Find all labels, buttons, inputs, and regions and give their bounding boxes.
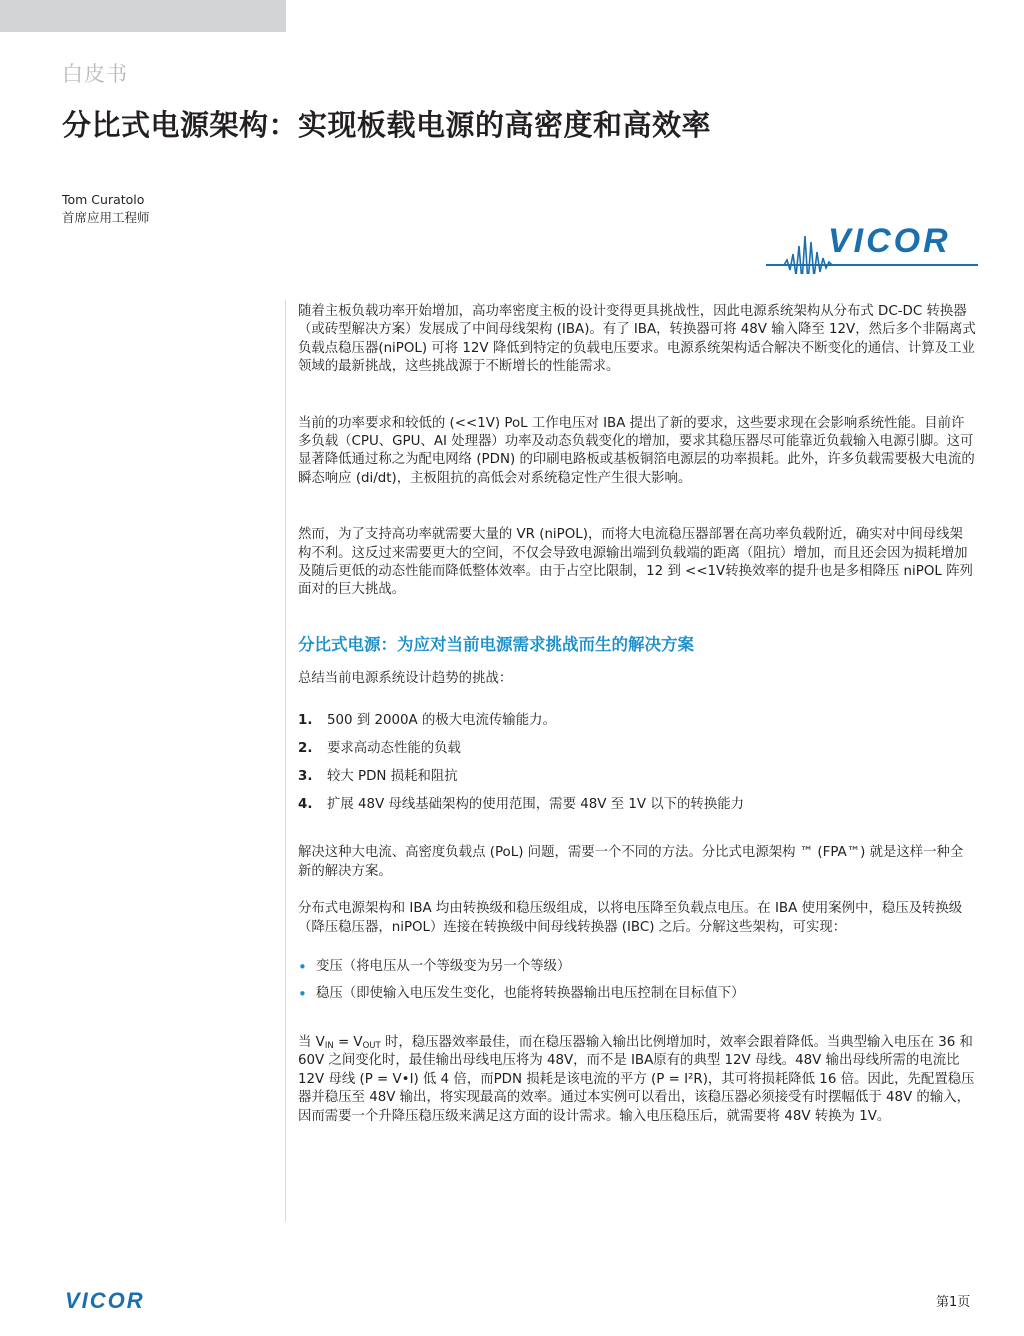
paragraph-power-requirements: 当前的功率要求和较低的 (<<1V) PoL 工作电压对 IBA 提出了新的要求，这些要求现在会影响系统性能。目前许多负载（CPU、GPU、AI 处理器）功率及动态负载变化的增加，要求其稳压器尽可能靠近负载输入电源引脚。这可显著降低通过称之为配电网络 (PDN) 的印刷电路板或基板铜箔电源层的功率损耗。此外，许多负载需要极大电流的瞬态响应 (di/dt)，主板阻抗的高低会对系统稳定性产生很大影响。 [298, 415, 975, 486]
list-number: 2. [298, 741, 313, 757]
list-number: 3. [298, 769, 313, 785]
list-item [298, 768, 976, 796]
vicor-logo [764, 222, 980, 274]
bullet-icon: • [298, 957, 307, 976]
author-name: Tom Curatolo [62, 192, 145, 207]
list-intro: 总结当前电源系统设计趋势的挑战： [298, 670, 513, 686]
logo-text: VICOR [828, 222, 951, 260]
page-title: 分比式电源架构：实现板载电源的高密度和高效率 [62, 108, 712, 142]
paragraph-intro-iba: 随着主板负载功率开始增加，高功率密度主板的设计变得更具挑战性，因此电源系统架构从分布式 DC-DC 转换器（或砖型解决方案）发展成了中间母线架构 (IBA)。有了 IBA，转换器可将 48V 输入降至 12V，然后多个非隔离式负载点稳压器(niPOL) 可将 12V 降低到特定的负载电压要求。电源系统架构适合解决不断变化的通信、计算及工业领域的最新挑战，这些挑战源于不断增长的性能需求。 [298, 304, 976, 375]
list-text: 较大 PDN 损耗和阻抗 [327, 769, 458, 785]
subscript-out: OUT [362, 1040, 381, 1051]
text-run: 当 V [298, 1034, 325, 1050]
list-text: 500 到 2000A 的极大电流传输能力。 [327, 713, 556, 729]
challenges-list [298, 712, 976, 824]
subscript-in: IN [324, 1040, 334, 1051]
list-text: 要求高动态性能的负载 [327, 741, 461, 757]
author-block [62, 191, 150, 227]
list-text: 变压（将电压从一个等级变为另一个等级） [316, 958, 571, 974]
list-item [298, 796, 976, 824]
paragraph-vr-placement: 然而，为了支持高功率就需要大量的 VR (niPOL)，而将大电流稳压器部署在高功率负载附近，确实对中间母线架构不利。这反过来需要更大的空间，不仅会导致电源输出端到负载端的距离（阻抗）增加，而且还会因为损耗增加及随后更低的动态性能而降低整体效率。由于占空比限制，12 到 <<1V转换效率的提升也是多相降压 niPOL 阵列面对的巨大挑战。 [298, 527, 973, 598]
bullet-list [298, 958, 976, 1012]
document-type-label: 白皮书 [62, 62, 128, 86]
main-content [298, 303, 976, 1126]
list-text: 扩展 48V 母线基础架构的使用范围，需要 48V 至 1V 以下的转换能力 [327, 797, 744, 813]
column-divider [285, 300, 286, 1222]
author-role: 首席应用工程师 [62, 210, 150, 225]
section-heading: 分比式电源：为应对当前电源需求挑战而生的解决方案 [298, 634, 694, 654]
footer-vicor-logo [64, 1289, 186, 1311]
list-item [298, 740, 976, 768]
footer-logo-text: VICOR [65, 1289, 145, 1311]
bullet-icon: • [298, 984, 307, 1003]
paragraph-efficiency [298, 1034, 976, 1126]
list-number: 4. [298, 797, 313, 813]
paragraph-fpa-solution: 解决这种大电流、高密度负载点 (PoL) 问题，需要一个不同的方法。分比式电源架构 ™ (FPA™) 就是这样一种全新的解决方案。 [298, 845, 964, 879]
list-number: 1. [298, 713, 313, 729]
list-item [298, 958, 976, 985]
list-item [298, 985, 976, 1012]
paragraph-architecture: 分布式电源架构和 IBA 均由转换级和稳压级组成，以将电压降至负载点电压。在 IBA 使用案例中，稳压及转换级（降压稳压器，niPOL）连接在转换级中间母线转换器 (IBC) 之后。分解这些架构，可实现： [298, 901, 963, 935]
header-gray-bar [0, 0, 286, 32]
list-text: 稳压（即使输入电压发生变化，也能将转换器输出电压控制在目标值下） [316, 985, 745, 1001]
page-number: 第1页 [936, 1295, 971, 1310]
list-item [298, 712, 976, 740]
waveform-icon [784, 236, 832, 274]
text-run: 时，稳压器效率最佳，而在稳压器输入输出比例增加时，效率会跟着降低。当典型输入电压在 36 和 60V 之间变化时，最佳输出母线电压将为 48V，而不是 IBA原有的典型 12V 母线。48V 输出母线所需的电流比 12V 母线 (P = V•I) 低 4 倍，而PDN 损耗是该电流的平方 (P = I²R)，其可将损耗降低 16 倍。因此，先配置稳压器并稳压至 48V 输出，将实现最高的效率。通过本实例可以看出，该稳压器必须接受有时摆幅低于 48V 的输入，因而需要一个升降压稳压级来满足这方面的设计需求。输入电压稳压后，就需要将 48V 转换为 1V。 [298, 1034, 975, 1124]
text-run: = V [333, 1034, 363, 1050]
